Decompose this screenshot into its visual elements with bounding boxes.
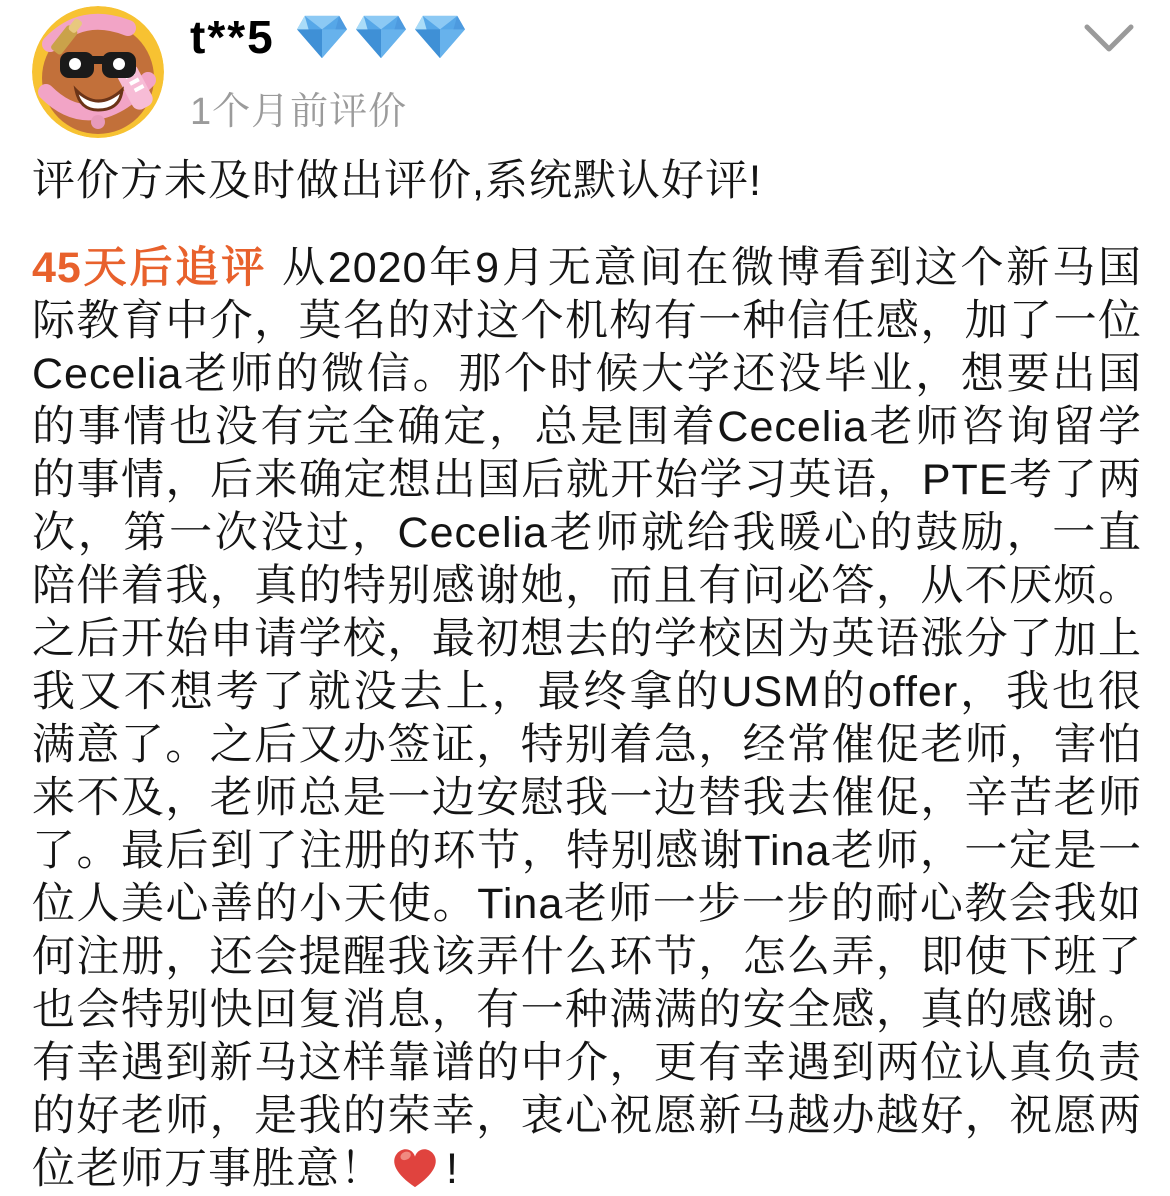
- chevron-down-icon[interactable]: [1084, 24, 1134, 54]
- diamond-icons: [295, 13, 467, 61]
- avatar[interactable]: [32, 6, 164, 138]
- default-review-text: 评价方未及时做出评价,系统默认好评!: [32, 157, 762, 205]
- diamond-icon: [295, 13, 349, 61]
- followup-label: 45天后追评: [32, 244, 268, 292]
- reviewer-meta: [190, 6, 467, 140]
- followup-review: [32, 242, 1142, 1196]
- red-heart-icon: [390, 1143, 440, 1189]
- review-timestamp: 1个月前评价: [190, 91, 408, 133]
- review-header: [32, 6, 1142, 140]
- cartoon-sunglasses-avatar-icon: [32, 6, 164, 138]
- diamond-icon: [413, 13, 467, 61]
- diamond-icon: [354, 13, 408, 61]
- reviewer-username: t**5: [190, 11, 275, 63]
- followup-text: 从2020年9月无意间在微博看到这个新马国际教育中介，莫名的对这个机构有一种信任感，加了一位Cecelia老师的微信。那个时候大学还没毕业，想要出国的事情也没有完全确定，总是围着Cecelia老师咨询留学的事情，后来确定想出国后就开始学习英语，PTE考了两次，第一次没过，Cecelia老师就给我暖心的鼓励，一直陪伴着我，真的特别感谢她，而且有问必答，从不厌烦。之后开始申请学校，最初想去的学校因为英语涨分了加上我又不想考了就没去上，最终拿的USM的offer，我也很满意了。之后又办签证，特别着急，经常催促老师，害怕来不及，老师总是一边安慰我一边替我去催促，辛苦老师了。最后到了注册的环节，特别感谢Tina老师，一定是一位人美心善的小天使。Tina老师一步一步的耐心教会我如何注册，还会提醒我该弄什么环节，怎么弄，即使下班了也会特别快回复消息，有一种满满的安全感，真的感谢。有幸遇到新马这样靠谱的中介，更有幸遇到两位认真负责的好老师，是我的荣幸，衷心祝愿新马越办越好，祝愿两位老师万事胜意！: [32, 244, 1142, 1193]
- followup-suffix: !: [446, 1145, 459, 1193]
